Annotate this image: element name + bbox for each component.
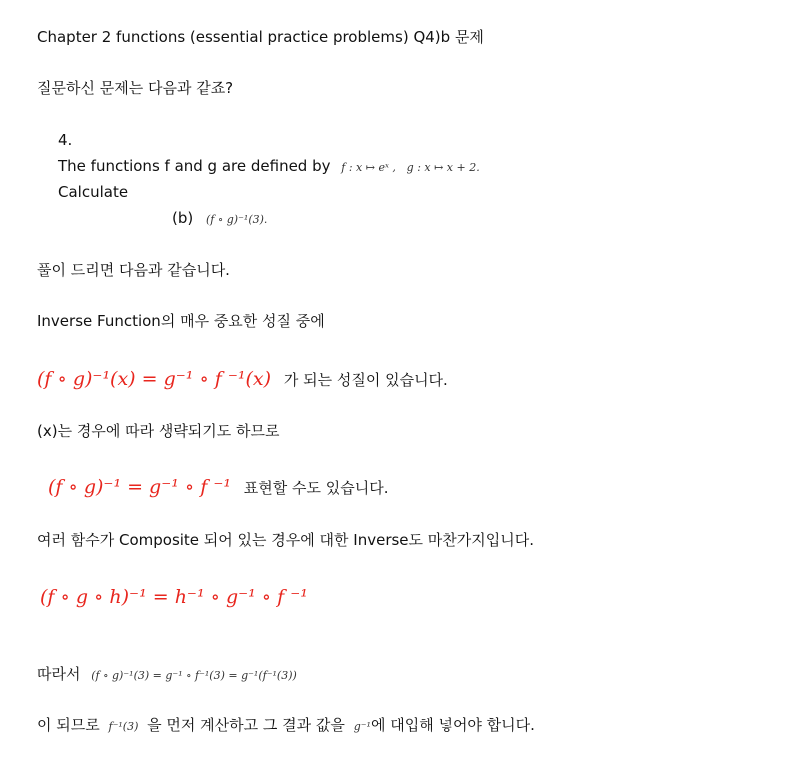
statement-prefix: The functions f and g are defined by [58,157,331,175]
formula2-expression: (f ∘ g)⁻¹ = g⁻¹ ∘ f ⁻¹ [48,476,231,498]
header-text: Chapter 2 functions (essential practice problems) Q4)b 문제 [37,28,484,46]
formula2-tail: 표현할 수도 있습니다. [243,479,389,497]
problem-part-b [172,208,267,230]
composite-note: 여러 함수가 Composite 되어 있는 경우에 대한 Inverse도 마찬가지입니다. [37,531,534,549]
formula1-tail: 가 되는 성질이 있습니다. [283,371,448,389]
property-intro: Inverse Function의 매우 중요한 성질 중에 [37,312,325,330]
solution-intro: 풀이 드리면 다음과 같습니다. [37,261,230,279]
therefore-prefix: 따라서 [37,665,81,683]
conclusion-line: 이 되므로 f⁻¹(3) 을 먼저 계산하고 그 결과 값을 g⁻¹에 대입해 넣어야 합니다. [37,716,535,734]
f-inverse-3: f⁻¹(3) [108,720,139,733]
formula3-expression: (f ∘ g ∘ h)⁻¹ = h⁻¹ ∘ g⁻¹ ∘ f ⁻¹ [40,586,308,608]
document-header [37,27,484,47]
formula-inverse-composite-x [37,366,448,393]
intro-line [37,78,233,98]
omit-note: (x)는 경우에 따라 생략되기도 하므로 [37,422,280,440]
therefore-line [37,664,297,686]
part-expression: (f ∘ g)⁻¹(3). [206,213,268,226]
intro-text: 질문하신 문제는 다음과 같죠? [37,79,234,97]
problem-statement [58,156,480,178]
calculate-label: Calculate [58,183,129,201]
problem-number: 4. [58,131,73,149]
part-label: (b) [172,209,194,227]
g-inverse: g⁻¹ [353,720,371,733]
formula1-expression: (f ∘ g)⁻¹(x) = g⁻¹ ∘ f ⁻¹(x) [37,368,272,390]
therefore-expression: (f ∘ g)⁻¹(3) = g⁻¹ ∘ f⁻¹(3) = g⁻¹(f⁻¹(3)) [91,669,297,682]
formula-inverse-composite [48,474,388,501]
formula-triple-composite [40,584,308,611]
f-definition: f : x ↦ eˣ , [341,161,396,174]
g-definition: g : x ↦ x + 2. [406,161,480,174]
